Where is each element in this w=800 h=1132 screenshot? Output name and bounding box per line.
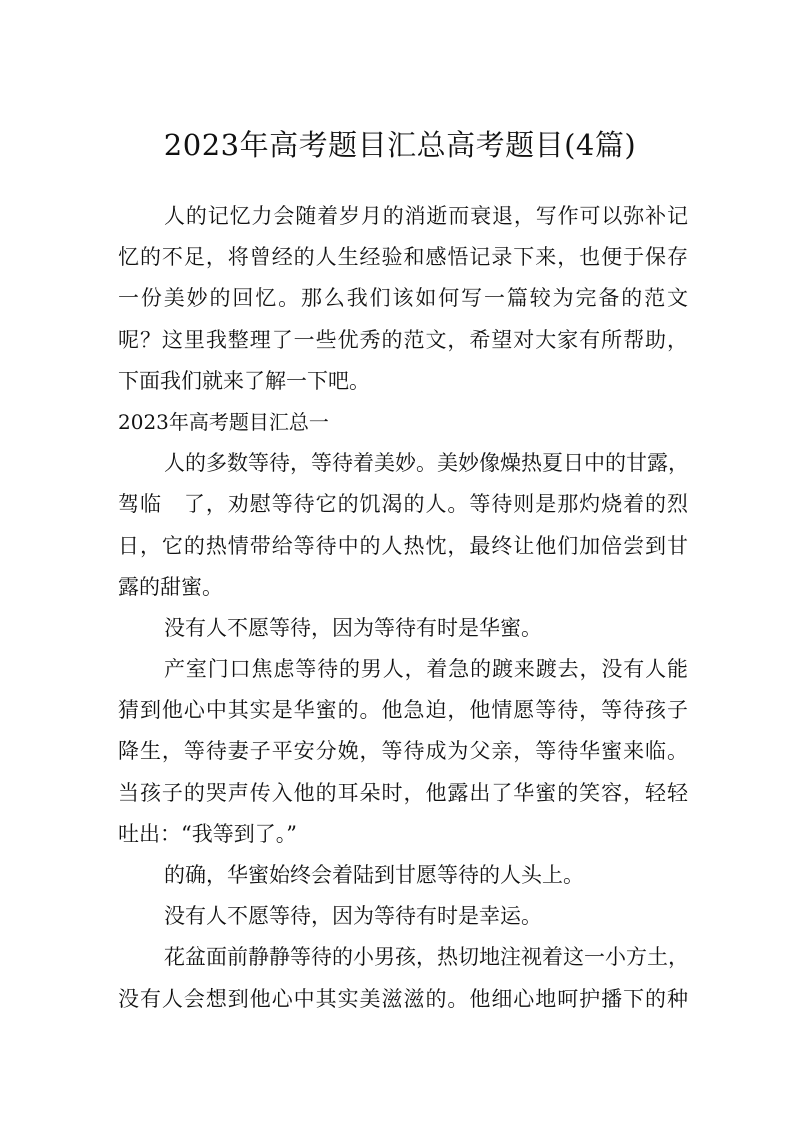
paragraph-line: 一份美妙的回忆。那么我们该如何写一篇较为完备的范文 bbox=[118, 286, 688, 311]
paragraph-line: 人的多数等待，等待着美妙。美妙像燥热夏日中的甘露， bbox=[164, 451, 689, 476]
paragraph-line: 没有人不愿等待，因为等待有时是幸运。 bbox=[164, 904, 542, 929]
paragraph-line: 降生，等待妻子平安分娩，等待成为父亲，等待华蜜来临。 bbox=[118, 739, 688, 764]
paragraph-2 bbox=[118, 608, 688, 649]
paragraph-5 bbox=[118, 896, 688, 937]
paragraph-line: 吐出：“我等到了。” bbox=[118, 821, 297, 846]
paragraph-6 bbox=[118, 937, 688, 1019]
paragraph-1 bbox=[118, 443, 688, 608]
paragraph-line: 的确，华蜜始终会着陆到甘愿等待的人头上。 bbox=[164, 863, 584, 887]
paragraph-line: 日，它的热情带给等待中的人热忱，最终让他们加倍尝到甘 bbox=[118, 533, 688, 558]
paragraph-3 bbox=[118, 649, 688, 855]
paragraph-line: 没有人会想到他心中其实美滋滋的。他细心地呵护播下的种 bbox=[118, 986, 688, 1011]
paragraph-line: 没有人不愿等待，因为等待有时是华蜜。 bbox=[164, 615, 542, 640]
paragraph-line: 花盆面前静静等待的小男孩，热切地注视着这一小方土， bbox=[164, 945, 689, 970]
paragraph-line: 当孩子的哭声传入他的耳朵时，他露出了华蜜的笑容，轻轻 bbox=[118, 780, 688, 805]
intro-paragraph bbox=[118, 196, 688, 402]
paragraph-line: 忆的不足，将曾经的人生经验和感悟记录下来，也便于保存 bbox=[118, 245, 688, 270]
document-body bbox=[118, 196, 688, 1020]
paragraph-line: 呢？这里我整理了一些优秀的范文，希望对大家有所帮助， bbox=[118, 327, 688, 352]
paragraph-line: 露的甜蜜。 bbox=[118, 574, 223, 599]
paragraph-line: 下面我们就来了解一下吧。 bbox=[118, 368, 370, 393]
paragraph-line: 驾临 了，劝慰等待它的饥渴的人。等待则是那灼烧着的烈 bbox=[118, 492, 688, 517]
document-title: 2023年高考题目汇总高考题目(4篇) bbox=[163, 128, 637, 162]
paragraph-line: 产室门口焦虑等待的男人，着急的踱来踱去，没有人能 bbox=[164, 657, 688, 682]
section-heading: 2023年高考题目汇总一 bbox=[118, 409, 329, 434]
paragraph-line: 人的记忆力会随着岁月的消逝而衰退，写作可以弥补记 bbox=[164, 204, 688, 228]
paragraph-line: 猜到他心中其实是华蜜的。他急迫，他情愿等待，等待孩子 bbox=[118, 698, 688, 723]
paragraph-4 bbox=[118, 855, 688, 896]
